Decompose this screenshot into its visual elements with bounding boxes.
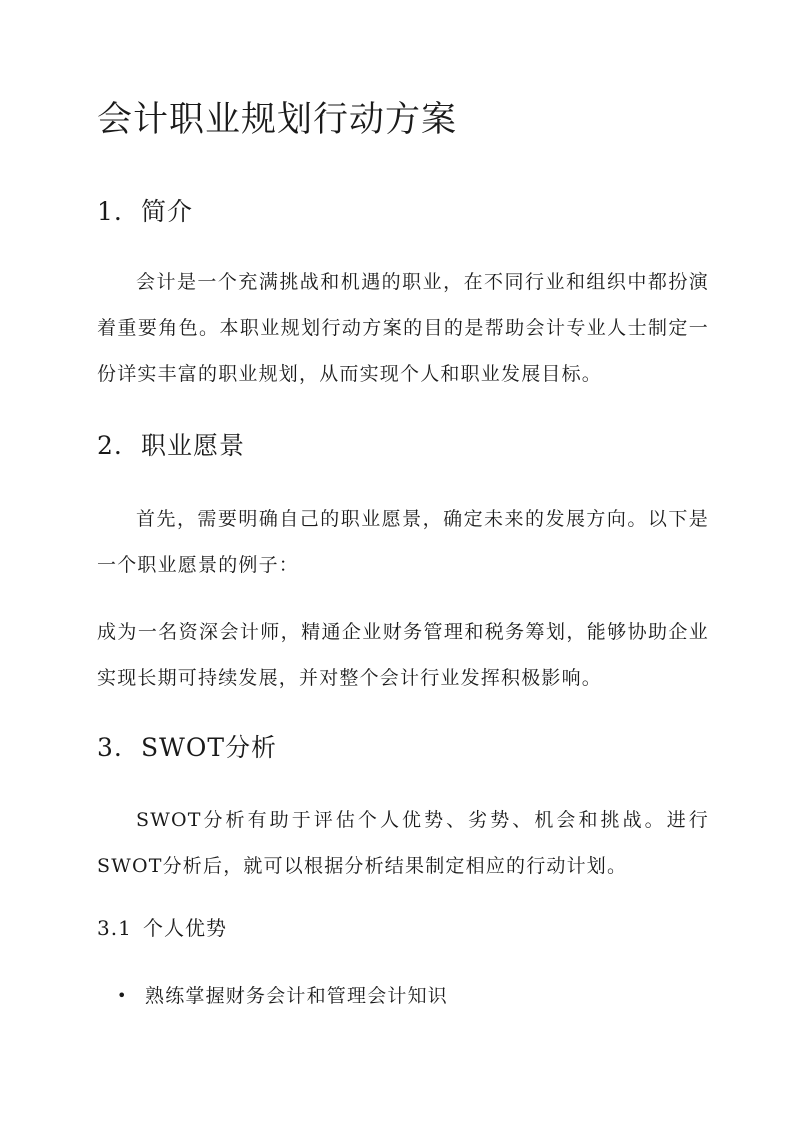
section-number: 1.: [97, 197, 123, 226]
subsection-heading-strengths: [97, 915, 227, 941]
section-number: 3.: [97, 733, 123, 762]
strengths-list: [97, 981, 448, 1011]
vision-paragraph: 首先，需要明确自己的职业愿景，确定未来的发展方向。以下是一个职业愿景的例子：: [97, 508, 709, 576]
section-title: 职业愿景: [141, 431, 246, 460]
intro-paragraph: 会计是一个充满挑战和机遇的职业，在不同行业和组织中都扮演着重要角色。本职业规划行动方案的目的是帮助会计专业人士制定一份详实丰富的职业规划，从而实现个人和职业发展目标。: [97, 271, 709, 385]
subsection-title: 个人优势: [143, 916, 227, 940]
subsection-number: 3.1: [97, 916, 132, 940]
section-heading-swot: [97, 732, 277, 764]
list-item-text: 熟练掌握财务会计和管理会计知识: [145, 985, 449, 1007]
document-title: 会计职业规划行动方案: [97, 100, 458, 140]
section-number: 2.: [97, 431, 123, 460]
swot-paragraph: SWOT分析有助于评估个人优势、劣势、机会和挑战。进行SWOT分析后，就可以根据分析结果制定相应的行动计划。: [97, 809, 709, 877]
bullet-icon: •: [117, 986, 128, 1005]
section-title: SWOT分析: [141, 733, 277, 762]
section-heading-intro: [97, 196, 193, 228]
vision-example-paragraph: 成为一名资深会计师，精通企业财务管理和税务筹划，能够协助企业实现长期可持续发展，并对整个会计行业发挥积极影响。: [97, 621, 709, 689]
list-item: [97, 981, 448, 1011]
section-title: 简介: [141, 197, 194, 226]
section-heading-vision: [97, 430, 245, 462]
